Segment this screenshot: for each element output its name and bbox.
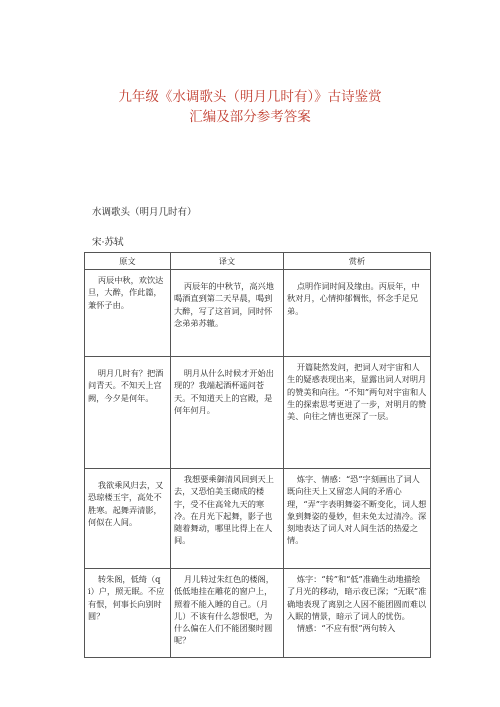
translation-cell bbox=[171, 469, 284, 569]
analysis-cell bbox=[284, 569, 431, 658]
analysis-cell bbox=[284, 469, 431, 569]
translation-cell bbox=[171, 357, 284, 469]
analysis-text: 情感：“不应有恨”两句转入 bbox=[296, 623, 396, 634]
original-cell bbox=[85, 270, 171, 357]
original-text: 我欲乘风归去，又恐琼楼玉宇，高处不胜寒。起舞弄清影，何似在人间。 bbox=[88, 480, 164, 527]
table-row bbox=[85, 569, 431, 658]
analysis-text: 炼字、情感：“恐”字刻画出了词人既向往天上又留恋人间的矛盾心理，“弄”字表明舞姿不断变化，词人想象到舞姿的曼妙，但未免太过清冷。深刻地表达了词人对人间生活的热爱之情。 bbox=[287, 474, 427, 546]
original-cell bbox=[85, 569, 171, 658]
original-text: 转朱阁，低绮（qi）户，照无眠。不应有恨，何事长向别时圆？ bbox=[88, 574, 165, 621]
translation-cell bbox=[171, 270, 284, 357]
table-row bbox=[85, 469, 431, 569]
translation-cell bbox=[171, 569, 284, 658]
header-translation: 译文 bbox=[171, 253, 284, 270]
original-cell bbox=[85, 469, 171, 569]
original-text: 明月几时有？把酒问青天。不知天上宫阙，今夕是何年。 bbox=[88, 368, 164, 403]
poem-author: 宋·苏轼 bbox=[92, 237, 124, 248]
poem-analysis-table bbox=[84, 252, 431, 658]
poem-title: 水调歌头（明月几时有） bbox=[92, 207, 197, 218]
analysis-cell bbox=[284, 357, 431, 469]
analysis-text: 炼字：“转”和“低”准确生动地描绘了月光的移动，暗示夜已深；“无眠”准确地表现了离别之人因不能团圆而难以入眠的情景，暗示了词人的忧伤。 bbox=[287, 574, 427, 621]
translation-text: 丙辰年的中秋节，高兴地喝酒直到第二天早晨，喝到大醉，写了这首词，同时怀念弟弟苏辙。 bbox=[174, 281, 274, 328]
table-header-row bbox=[85, 253, 431, 270]
translation-text: 明月从什么时候才开始出现的？我端起酒杯遥问苍天。不知道天上的宫殿，是何年何月。 bbox=[174, 368, 274, 415]
analysis-text: 点明作词时间及缘由。丙辰年，中秋对月，心情抑郁惆怅，怀念手足兄弟。 bbox=[287, 281, 420, 316]
analysis-cell bbox=[284, 270, 431, 357]
original-text: 丙辰中秋，欢饮达旦，大醉，作此篇，兼怀子由。 bbox=[88, 275, 164, 310]
header-analysis: 赏析 bbox=[284, 253, 431, 270]
translation-text: 我想要乘御清风回到天上去，又恐怕美玉砌成的楼宇，受不住高耸九天的寒冷。在月光下起舞，影子也随着舞动，哪里比得上在人间。 bbox=[174, 474, 274, 546]
original-cell bbox=[85, 357, 171, 469]
header-original: 原文 bbox=[85, 253, 171, 270]
table-row bbox=[85, 270, 431, 357]
analysis-text: 开篇陡然发问，把词人对宇宙和人生的疑惑表现出来，显露出词人对明月的赞美和向往。“不知”两句对宇宙和人生的探索思考更进了一步，对明月的赞美、向往之情也更深了一层。 bbox=[287, 362, 427, 422]
document-title-line1: 九年级《水调歌头（明月几时有）》古诗鉴赏 bbox=[118, 89, 382, 105]
document-title-line2: 汇编及部分参考答案 bbox=[189, 109, 311, 125]
table-row bbox=[85, 357, 431, 469]
translation-text: 月儿转过朱红色的楼阁，低低地挂在雕花的窗户上，照着不能入睡的自己。（月儿）不该有什么怨恨吧，为什么偏在人们不能团聚时圆呢？ bbox=[174, 574, 274, 646]
